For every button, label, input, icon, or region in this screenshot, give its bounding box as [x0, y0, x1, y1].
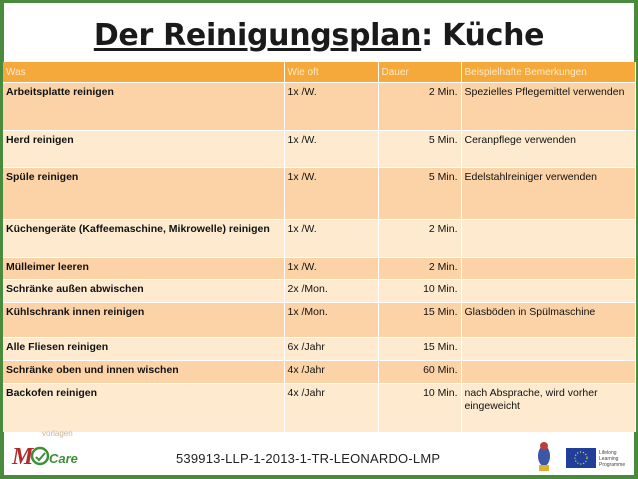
task-cell: Mülleimer leeren [3, 258, 284, 280]
svg-text:M: M [12, 444, 34, 470]
task-cell: Kühlschrank innen reinigen [3, 303, 284, 338]
table-row [3, 361, 635, 384]
eu-llp-logos [530, 440, 630, 474]
frequency-cell: 1x /W. [284, 168, 378, 220]
duration-cell: 10 Min. [378, 280, 461, 303]
duration-cell: 2 Min. [378, 220, 461, 258]
table-row [3, 220, 635, 258]
emblem-icon [538, 442, 550, 471]
table-row [3, 131, 635, 168]
table-row [3, 258, 635, 280]
frequency-cell: 1x /W. [284, 220, 378, 258]
svg-text:Learning: Learning [599, 456, 619, 462]
task-cell: Herd reinigen [3, 131, 284, 168]
duration-cell: 2 Min. [378, 258, 461, 280]
note-cell: nach Absprache, wird vorher eingeweicht [461, 384, 635, 432]
frequency-cell: 1x /W. [284, 258, 378, 280]
duration-cell: 15 Min. [378, 303, 461, 338]
note-cell: Ceranpflege verwenden [461, 131, 635, 168]
task-cell: Backofen reinigen [3, 384, 284, 432]
header-was: Was [3, 62, 284, 83]
header-bemerkungen: Beispielhafte Bemerkungen [461, 62, 635, 83]
note-cell [461, 258, 635, 280]
table-row [3, 280, 635, 303]
note-cell [461, 280, 635, 303]
eu-flag-icon [566, 448, 596, 468]
header-wie-oft: Wie oft [284, 62, 378, 83]
note-cell [461, 361, 635, 384]
note-cell [461, 220, 635, 258]
table-row [3, 338, 635, 361]
title-main: Der Reinigungsplan [93, 18, 422, 53]
task-cell: Küchengeräte (Kaffeemaschine, Mikrowelle) reinigen [3, 220, 284, 258]
title-colon: : [421, 18, 433, 53]
task-cell: Alle Fliesen reinigen [3, 338, 284, 361]
table-row [3, 303, 635, 338]
svg-text:Care: Care [49, 451, 78, 466]
header-dauer: Dauer [378, 62, 461, 83]
note-cell [461, 338, 635, 361]
frequency-cell: 1x /W. [284, 83, 378, 131]
duration-cell: 5 Min. [378, 168, 461, 220]
frequency-cell: 6x /Jahr [284, 338, 378, 361]
duration-cell: 15 Min. [378, 338, 461, 361]
frequency-cell: 4x /Jahr [284, 384, 378, 432]
project-code: 539913-LLP-1-2013-1-TR-LEONARDO-LMP [176, 451, 441, 466]
duration-cell: 10 Min. [378, 384, 461, 432]
table-row [3, 83, 635, 131]
task-cell: Schränke oben und innen wischen [3, 361, 284, 384]
duration-cell: 2 Min. [378, 83, 461, 131]
note-cell: Spezielles Pflegemittel verwenden [461, 83, 635, 131]
note-cell: Edelstahlreiniger verwenden [461, 168, 635, 220]
cleaning-plan-table [3, 62, 636, 432]
svg-text:Lifelong: Lifelong [599, 450, 617, 456]
task-cell: Schränke außen abwischen [3, 280, 284, 303]
frequency-cell: 4x /Jahr [284, 361, 378, 384]
slide-title [0, 18, 638, 53]
frequency-cell: 1x /W. [284, 131, 378, 168]
frequency-cell: 2x /Mon. [284, 280, 378, 303]
title-sub: Küche [442, 18, 545, 53]
table-header-row [3, 62, 635, 83]
duration-cell: 60 Min. [378, 361, 461, 384]
note-cell: Glasböden in Spülmaschine [461, 303, 635, 338]
table-row [3, 384, 635, 432]
svg-text:Programme: Programme [599, 462, 626, 468]
watermark: vorlagen [42, 429, 73, 438]
mecare-logo [10, 440, 80, 470]
frequency-cell: 1x /Mon. [284, 303, 378, 338]
task-cell: Arbeitsplatte reinigen [3, 83, 284, 131]
task-cell: Spüle reinigen [3, 168, 284, 220]
duration-cell: 5 Min. [378, 131, 461, 168]
table-row [3, 168, 635, 220]
